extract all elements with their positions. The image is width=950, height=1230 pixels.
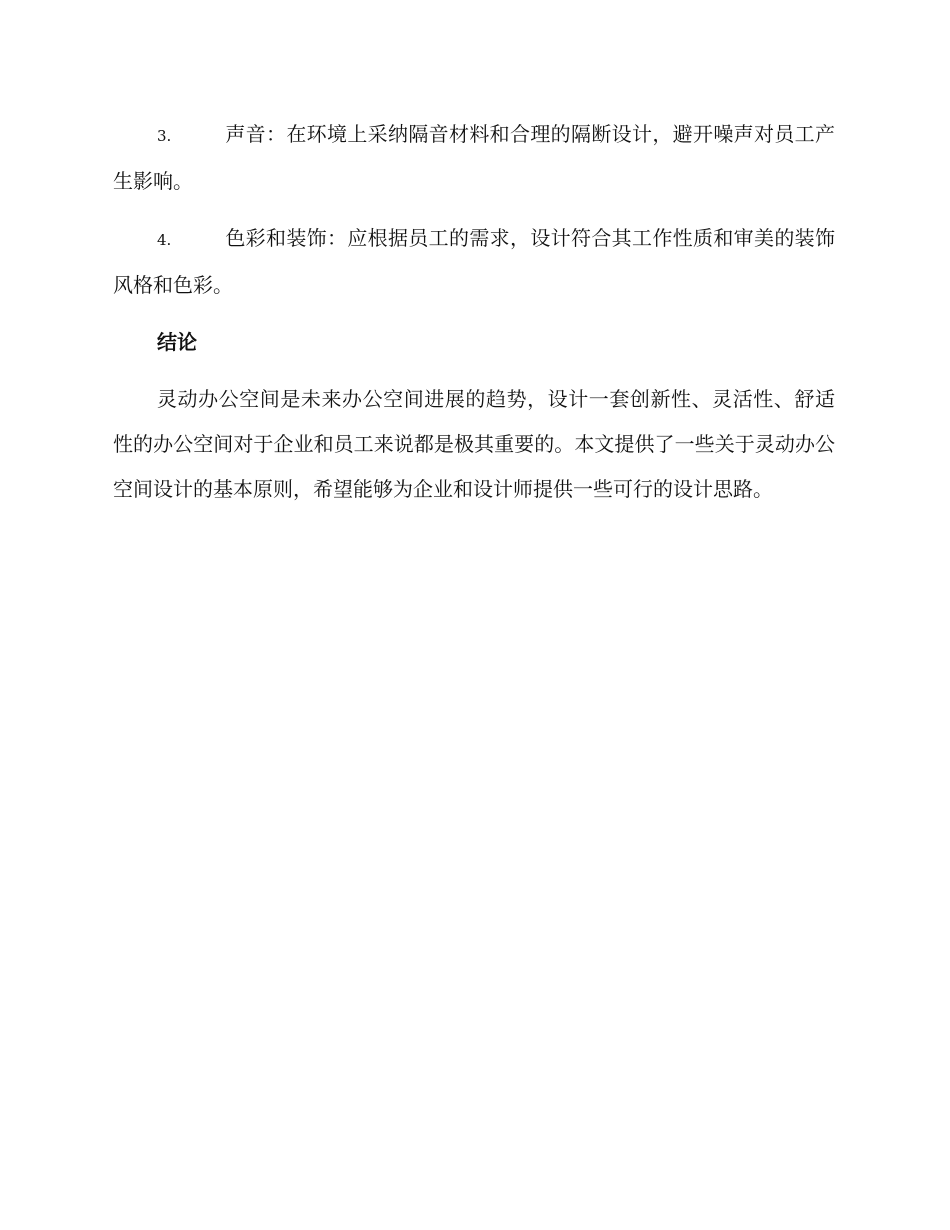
list-item-sound xyxy=(113,112,835,204)
list-item-number: 3. xyxy=(157,127,172,145)
list-item-text: 声音：在环境上采纳隔音材料和合理的隔断设计，避开噪声对员工产生影响。 xyxy=(113,122,835,193)
conclusion-paragraph: 灵动办公空间是未来办公空间进展的趋势，设计一套创新性、灵活性、舒适性的办公空间对于企业和员工来说都是极其重要的。本文提供了一些关于灵动办公空间设计的基本原则，希望能够为企业和设计师提供一些可行的设计思路。 xyxy=(113,387,835,501)
list-item-number: 4. xyxy=(157,231,172,249)
list-item-color-decoration xyxy=(113,216,835,308)
list-item-text: 色彩和装饰：应根据员工的需求，设计符合其工作性质和审美的装饰风格和色彩。 xyxy=(113,226,835,297)
conclusion-heading: 结论 xyxy=(157,330,197,354)
document-body xyxy=(113,112,835,512)
